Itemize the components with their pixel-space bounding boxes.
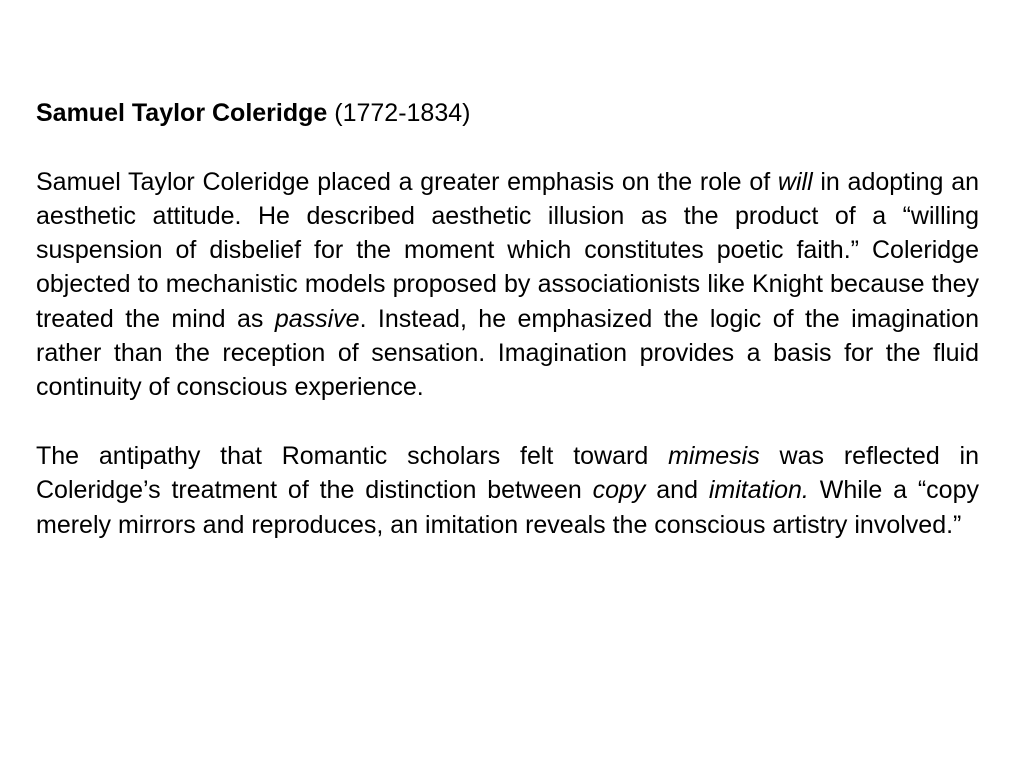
emphasis-will: will: [777, 167, 813, 196]
paragraph2-text-4: While a “copy merely mirrors and reproduces, an imitation reveals the conscious artistry involved.”: [36, 476, 979, 539]
emphasis-mimesis: mimesis: [668, 441, 760, 470]
slide-content: [36, 96, 979, 542]
paragraph-mimesis: [36, 439, 979, 542]
paragraph2-text-1: The antipathy that Romantic scholars felt toward: [36, 441, 669, 470]
paragraph1-text-2: in adopting an aesthetic attitude. He described aesthetic illusion as the product of a “willing suspension of disbelief for the moment which constitutes poetic faith.” Coleridge objected to mechanistic models proposed by associationists like Knight because they treated the mind as: [36, 167, 979, 333]
paragraph2-text-2: was reflected in Coleridge’s treatment of the distinction between: [36, 441, 979, 505]
paragraph2-text-3: and: [645, 476, 709, 505]
emphasis-imitation: imitation.: [708, 476, 809, 505]
emphasis-copy: copy: [592, 476, 646, 505]
heading: [36, 96, 979, 130]
heading-dates: (1772-1834): [334, 99, 471, 127]
emphasis-passive: passive: [274, 304, 360, 333]
paragraph-coleridge-will: [36, 165, 979, 405]
heading-name: Samuel Taylor Coleridge: [36, 99, 328, 127]
paragraph1-text-3: . Instead, he emphasized the logic of the imagination rather than the reception of sensation. Imagination provides a basis for the fluid continuity of conscious experience.: [36, 304, 979, 402]
paragraph1-text-1: Samuel Taylor Coleridge placed a greater emphasis on the role of: [36, 167, 778, 196]
